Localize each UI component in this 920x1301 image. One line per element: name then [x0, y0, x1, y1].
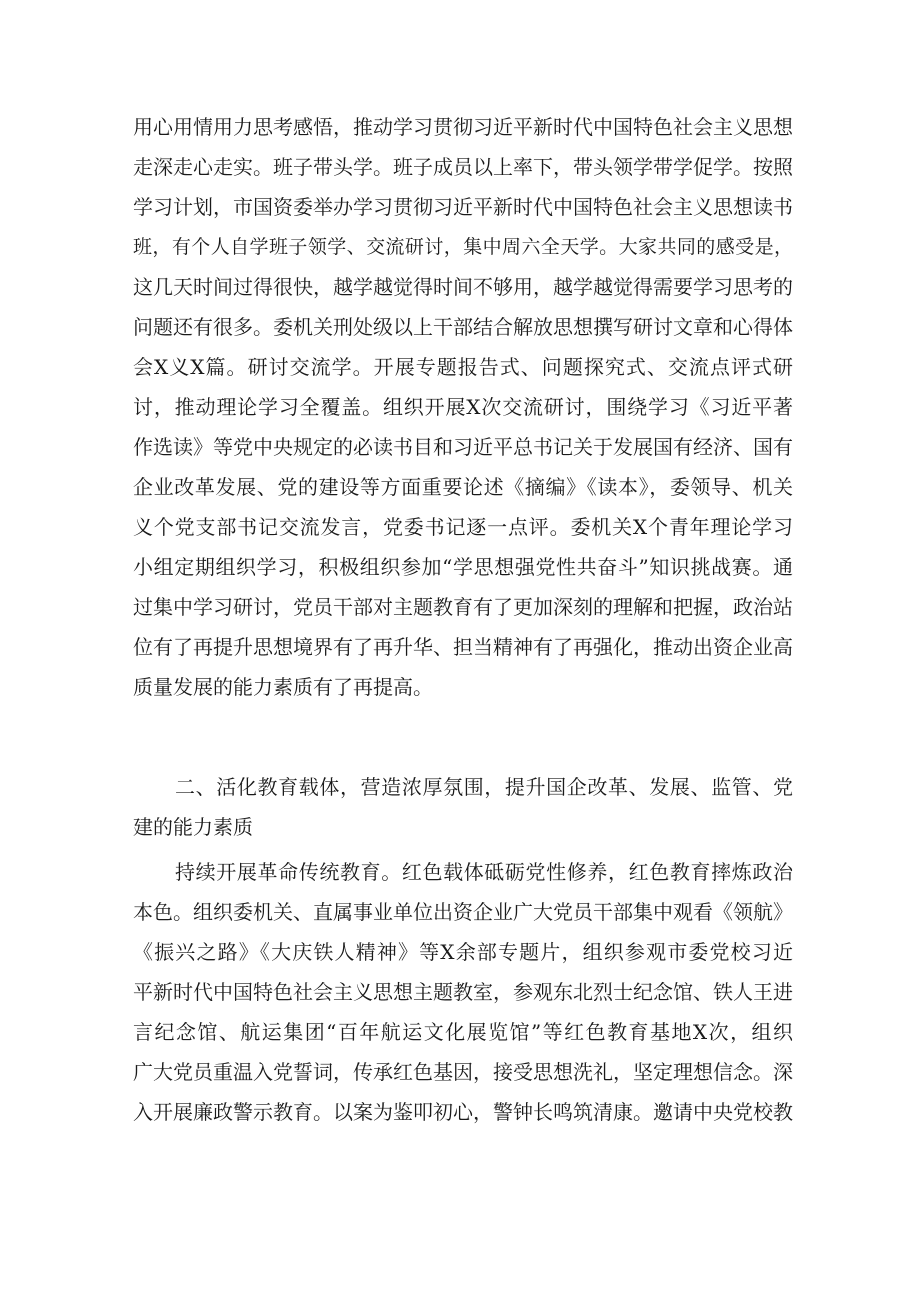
paragraph-line: 讨，推动理论学习全覆盖。组织开展X次交流研讨，围绕学习《习近平著	[133, 395, 793, 419]
paragraph-line: 质量发展的能力素质有了再提高。	[133, 675, 433, 699]
paragraph-line: 学习计划，市国资委举办学习贯彻习近平新时代中国特色社会主义思想读书	[133, 195, 793, 219]
paragraph-line: 广大党员重温入党誓词，传承红色基因，接受思想洗礼，坚定理想信念。深	[133, 1060, 793, 1084]
paragraph-line: 走深走心走实。班子带头学。班子成员以上率下，带头领学带学促学。按照	[133, 155, 793, 179]
paragraph-line: 言纪念馆、航运集团“百年航运文化展览馆”等红色教育基地X次，组织	[133, 1020, 793, 1044]
paragraph-line: 作选读》等党中央规定的必读书目和习近平总书记关于发展国有经济、国有	[133, 435, 793, 459]
paragraph-line: 义个党支部书记交流发言，党委书记逐一点评。委机关X个青年理论学习	[133, 515, 793, 539]
paragraph-2	[133, 852, 793, 1132]
heading-line: 建的能力素质	[133, 815, 253, 839]
section-heading-2	[133, 767, 793, 847]
paragraph-line: 本色。组织委机关、直属事业单位出资企业广大党员干部集中观看《领航》	[133, 900, 793, 924]
paragraph-line: 位有了再提升思想境界有了再升华、担当精神有了再强化，推动出资企业高	[133, 635, 793, 659]
heading-line: 二、活化教育载体，营造浓厚氛围，提升国企改革、发展、监管、党	[175, 775, 793, 799]
paragraph-line: 过集中学习研讨，党员干部对主题教育有了更加深刻的理解和把握，政治站	[133, 595, 793, 619]
paragraph-1	[133, 107, 793, 707]
paragraph-line: 这几天时间过得很快，越学越觉得时间不够用，越学越觉得需要学习思考的	[133, 275, 793, 299]
paragraph-line: 《振兴之路》《大庆铁人精神》等X余部专题片，组织参观市委党校习近	[133, 940, 793, 964]
paragraph-line: 会X义X篇。研讨交流学。开展专题报告式、问题探究式、交流点评式研	[133, 355, 793, 379]
paragraph-line: 用心用情用力思考感悟，推动学习贯彻习近平新时代中国特色社会主义思想	[133, 115, 793, 139]
paragraph-line: 小组定期组织学习，积极组织参加“学思想强党性共奋斗”知识挑战赛。通	[133, 555, 793, 579]
paragraph-line: 平新时代中国特色社会主义思想主题教室，参观东北烈士纪念馆、铁人王进	[133, 980, 793, 1004]
paragraph-line: 入开展廉政警示教育。以案为鉴叩初心，警钟长鸣筑清康。邀请中央党校教	[133, 1100, 793, 1124]
paragraph-line: 班，有个人自学班子领学、交流研讨，集中周六全天学。大家共同的感受是，	[133, 236, 793, 258]
paragraph-line: 持续开展革命传统教育。红色载体砥砺党性修养，红色教育摔炼政治	[175, 860, 793, 884]
paragraph-line: 问题还有很多。委机关刑处级以上干部结合解放思想撰写研讨文章和心得体	[133, 315, 793, 339]
paragraph-line: 企业改革发展、党的建设等方面重要论述《摘编》《读本》，委领导、机关	[133, 475, 793, 499]
